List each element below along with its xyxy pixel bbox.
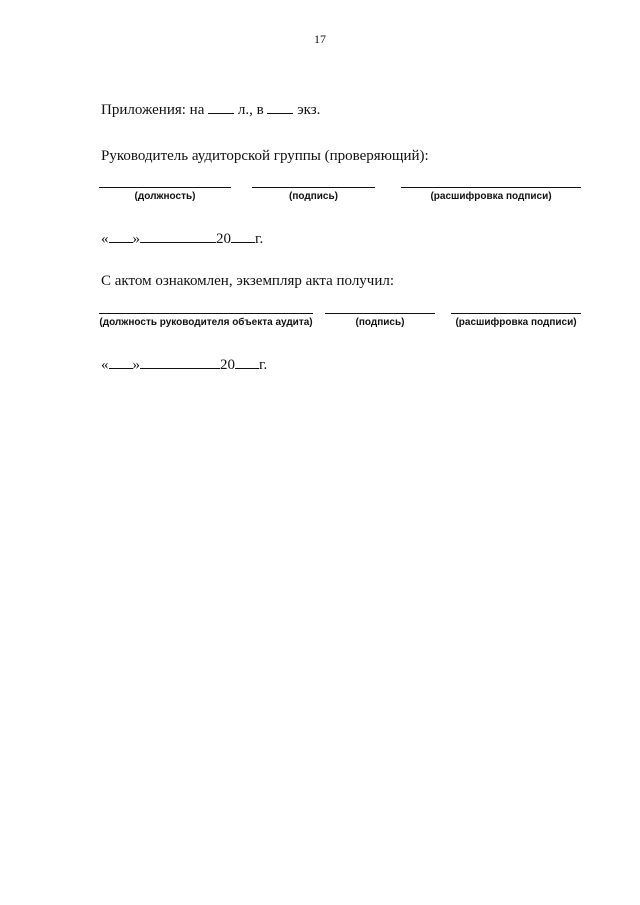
acknowledged-caption-signature: (подпись) <box>355 317 405 328</box>
auditor-decoding-field[interactable] <box>401 187 581 188</box>
auditor-position-field[interactable] <box>99 187 231 188</box>
acknowledged-date-close-quote: » <box>132 357 140 373</box>
auditor-date-year-prefix: 20 <box>216 231 231 247</box>
copies-count-field[interactable] <box>267 100 293 114</box>
attachments-prefix: Приложения: на <box>101 102 205 118</box>
auditor-heading: Руководитель аудиторской группы (проверяющий): <box>101 148 429 164</box>
auditor-date-open-quote: « <box>101 231 109 247</box>
auditor-date-year-field[interactable] <box>231 229 255 243</box>
acknowledged-date-day-field[interactable] <box>109 355 133 369</box>
auditor-date-month-field[interactable] <box>140 229 216 243</box>
auditor-caption-decoding: (расшифровка подписи) <box>430 191 552 202</box>
attachments-sheets-suffix: л., в <box>237 102 264 118</box>
sheets-count-field[interactable] <box>208 100 234 114</box>
attachments-line <box>101 100 320 119</box>
acknowledged-signature-field[interactable] <box>325 313 435 314</box>
auditor-date-close-quote: » <box>132 231 140 247</box>
page-number: 17 <box>314 32 326 46</box>
acknowledged-date-month-field[interactable] <box>140 355 220 369</box>
acknowledged-date-year-field[interactable] <box>235 355 259 369</box>
acknowledged-date-line <box>101 355 267 374</box>
acknowledged-caption-position: (должность руководителя объекта аудита) <box>99 317 313 328</box>
auditor-date-day-field[interactable] <box>109 229 133 243</box>
attachments-copies-suffix: экз. <box>297 102 321 118</box>
auditor-caption-signature: (подпись) <box>289 191 338 202</box>
auditor-date-year-suffix: г. <box>255 231 264 247</box>
auditor-caption-position: (должность) <box>134 191 196 202</box>
acknowledged-date-year-prefix: 20 <box>220 357 235 373</box>
acknowledged-decoding-field[interactable] <box>451 313 581 314</box>
acknowledged-date-year-suffix: г. <box>259 357 268 373</box>
acknowledged-caption-decoding: (расшифровка подписи) <box>455 317 577 328</box>
acknowledged-position-field[interactable] <box>99 313 313 314</box>
auditor-signature-field[interactable] <box>252 187 375 188</box>
acknowledged-date-open-quote: « <box>101 357 109 373</box>
acknowledged-heading: С актом ознакомлен, экземпляр акта получил: <box>101 273 395 289</box>
auditor-date-line <box>101 229 263 248</box>
